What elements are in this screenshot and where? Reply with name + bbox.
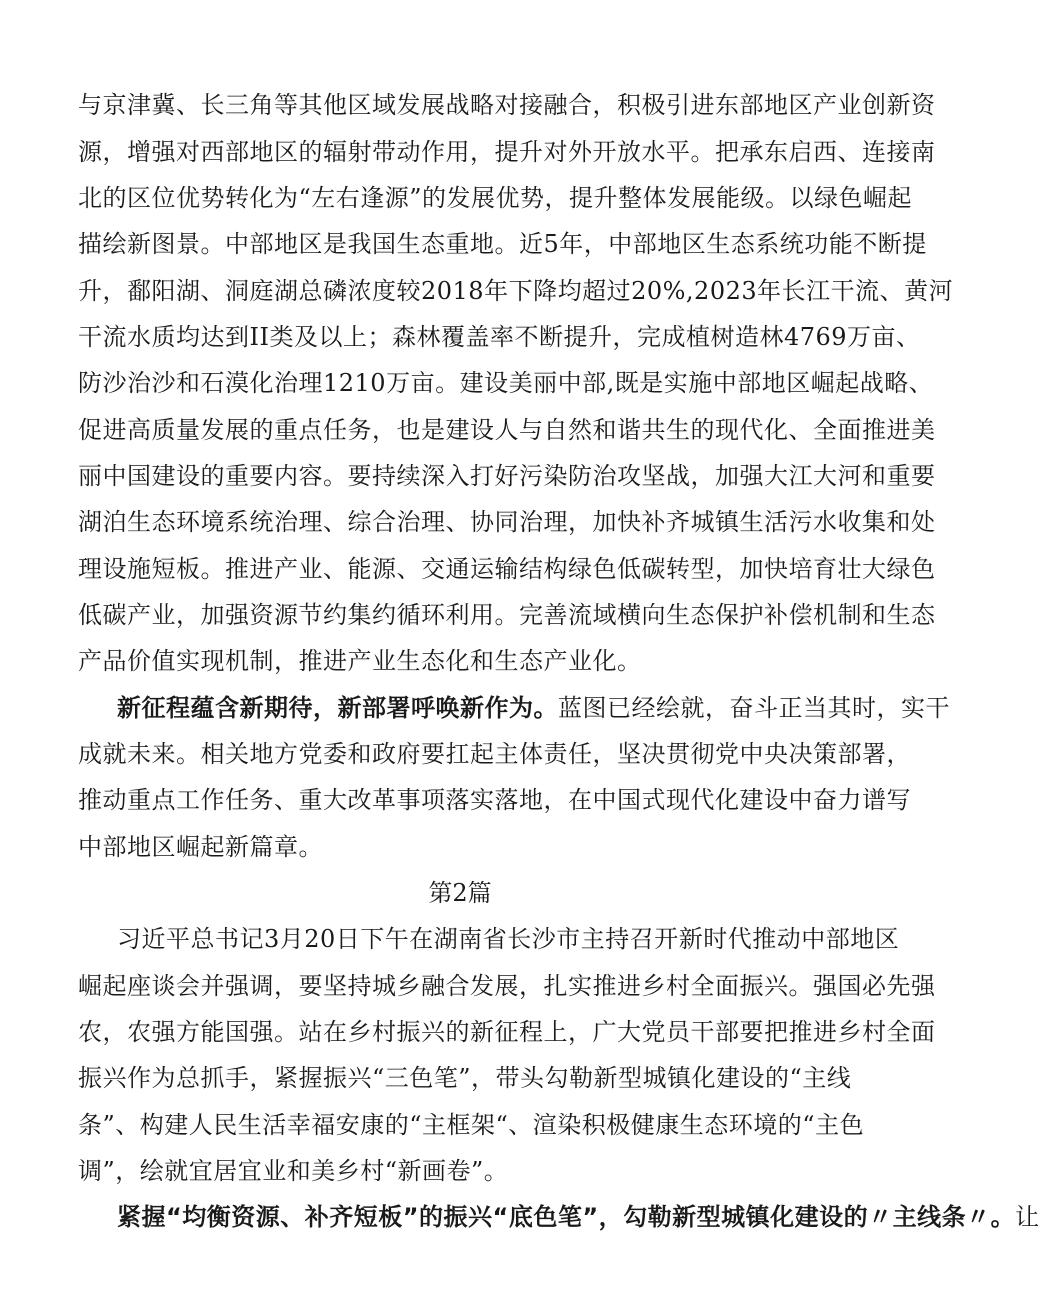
bold-lead: 新征程蕴含新期待，新部署呼唤新作为。 [117, 694, 558, 722]
text-line: 北的区位优势转化为“左右逢源”的发展优势，提升整体发展能级。以绿色崛起 [78, 184, 913, 212]
text-line: 低碳产业，加强资源节约集约循环利用。完善流域横向生态保护补偿机制和生态 [78, 601, 936, 629]
text-line: 调”，绘就宜居宜业和美乡村“新画卷”。 [78, 1157, 509, 1185]
text-line: 理设施短板。推进产业、能源、交通运输结构绿色低碳转型，加快培育壮大绿色 [78, 555, 936, 583]
text-line: 与京津冀、长三角等其他区域发展战略对接融合，积极引进东部地区产业创新资 [78, 91, 936, 119]
text-line [117, 1202, 1040, 1232]
text-run: 蓝图已经绘就，奋斗正当其时，实干 [558, 694, 950, 722]
text-run: 让 [1015, 1203, 1040, 1231]
text-line: 推动重点工作任务、重大改革事项落实落地，在中国式现代化建设中奋力谱写 [78, 786, 911, 814]
text-line: 源，增强对西部地区的辐射带动作用，提升对外开放水平。把承东启西、连接南 [78, 138, 936, 166]
text-line: 湖泊生态环境系统治理、综合治理、协同治理，加快补齐城镇生活污水收集和处 [78, 508, 936, 536]
text-line: 中部地区崛起新篇章。 [78, 833, 323, 861]
text-line: 描绘新图景。中部地区是我国生态重地。近5年，中部地区生态系统功能不断提 [78, 230, 927, 258]
text-line: 成就未来。相关地方党委和政府要扛起主体责任，坚决贯彻党中央决策部署， [78, 740, 911, 768]
text-line: 崛起座谈会并强调，要坚持城乡融合发展，扎实推进乡村全面振兴。强国必先强 [78, 972, 936, 1000]
text-line: 干流水质均达到II类及以上；森林覆盖率不断提升，完成植树造林4769万亩、 [78, 323, 921, 351]
bold-lead: 紧握“均衡资源、补齐短板”的振兴“底色笔”，勾勒新型城镇化建设的〃主线条〃。 [117, 1203, 1016, 1231]
section-heading: 第2篇 [428, 879, 492, 907]
text-line: 习近平总书记3月20日下午在湖南省长沙市主持召开新时代推动中部地区 [117, 925, 900, 953]
text-line: 振兴作为总抓手，紧握振兴“三色笔”，带头勾勒新型城镇化建设的“主线 [78, 1064, 852, 1092]
text-line: 防沙治沙和石漠化治理1210万亩。建设美丽中部,既是实施中部地区崛起战略、 [78, 369, 934, 397]
text-line: 丽中国建设的重要内容。要持续深入打好污染防治攻坚战，加强大江大河和重要 [78, 462, 936, 490]
text-line: 农，农强方能国强。站在乡村振兴的新征程上，广大党员干部要把推进乡村全面 [78, 1018, 936, 1046]
text-line: 促进高质量发展的重点任务，也是建设人与自然和谐共生的现代化、全面推进美 [78, 416, 936, 444]
text-line: 升，鄱阳湖、洞庭湖总磷浓度较2018年下降均超过20%,2023年长江干流、黄河 [78, 277, 954, 305]
text-line [117, 693, 950, 723]
text-line: 条”、构建人民生活幸福安康的“主框架“、渲染积极健康生态环境的“主色 [78, 1111, 865, 1139]
text-line: 产品价值实现机制，推进产业生态化和生态产业化。 [78, 647, 642, 675]
